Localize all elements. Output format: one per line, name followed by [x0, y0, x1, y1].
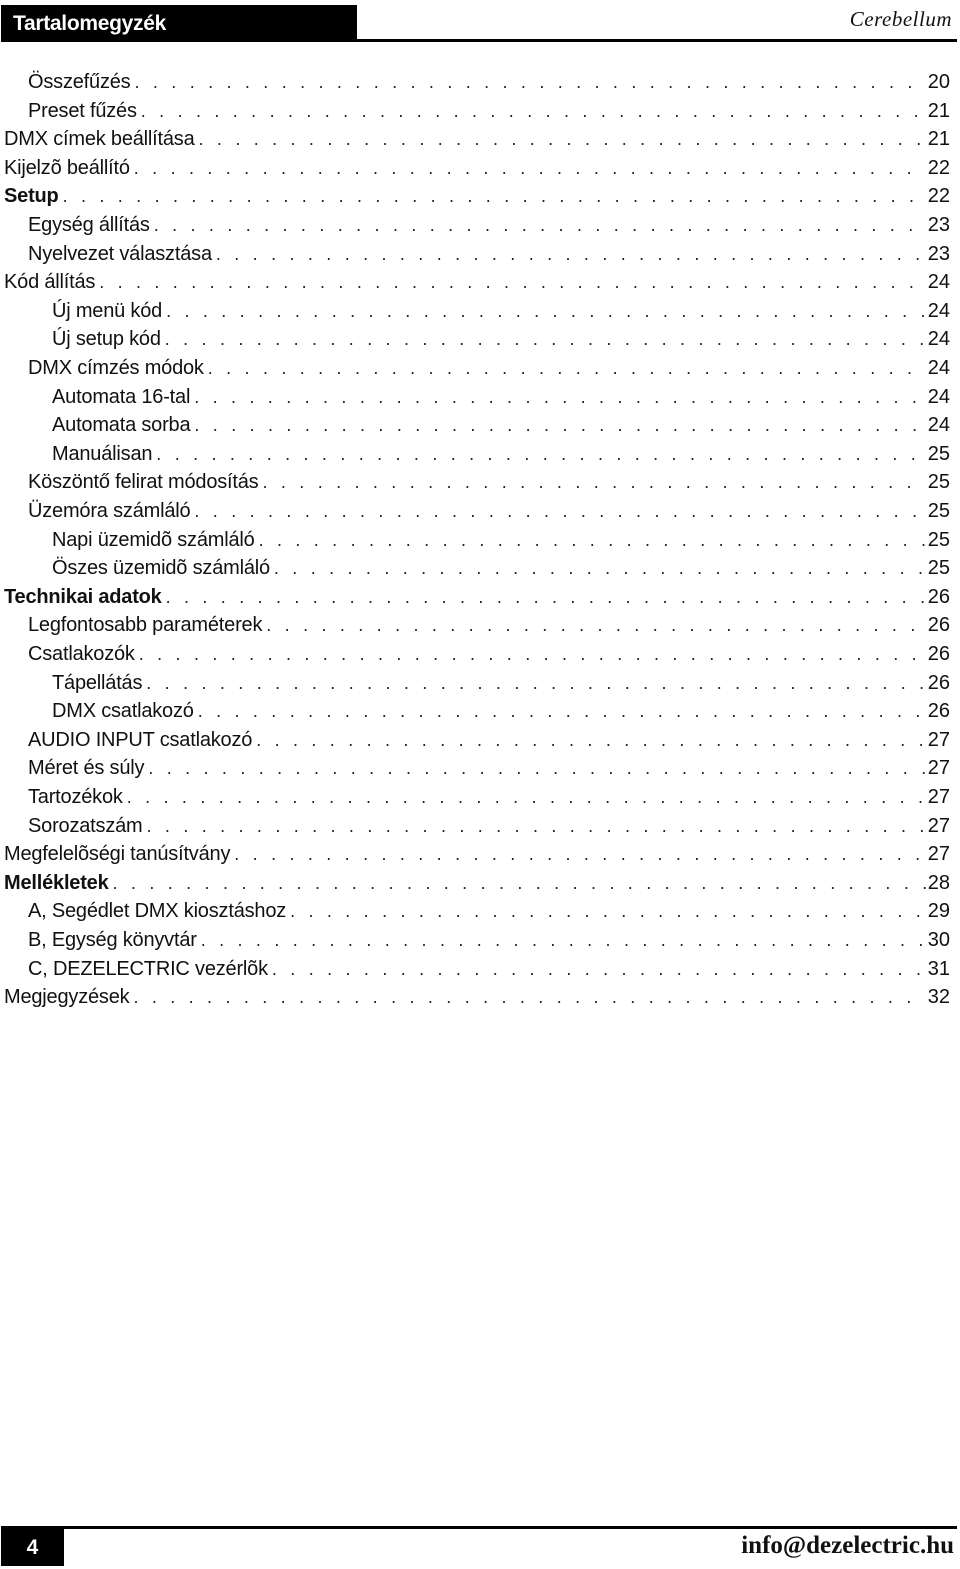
toc-entry-label: Mellékletek	[4, 872, 109, 894]
toc-entry-label: Egység állítás	[28, 214, 150, 236]
dot-leader	[208, 354, 926, 382]
toc-entry-page: 27	[927, 729, 950, 751]
contact-email: info@dezelectric.hu	[741, 1532, 954, 1559]
toc-entry-label: C, DEZELECTRIC vezérlõk	[28, 958, 268, 980]
dot-leader	[194, 383, 926, 411]
toc-entry-label: Megfelelõségi tanúsítvány	[4, 843, 231, 865]
section-title: Tartalomegyzék	[13, 12, 166, 35]
toc-entry-page: 26	[927, 700, 950, 722]
toc-entry[interactable]	[0, 182, 950, 210]
toc-entry-page: 30	[927, 929, 950, 951]
toc-entry-label: Méret és súly	[28, 757, 145, 779]
toc-entry-page: 26	[927, 614, 950, 636]
toc-entry[interactable]	[0, 554, 950, 582]
dot-leader	[274, 554, 926, 582]
section-title-box	[1, 5, 357, 40]
toc-entry[interactable]	[0, 383, 950, 411]
dot-leader	[201, 926, 926, 954]
toc-entry[interactable]	[0, 154, 950, 182]
toc-entry-label: Új menü kód	[52, 300, 163, 322]
toc-entry[interactable]	[0, 955, 950, 983]
toc-entry[interactable]	[0, 669, 950, 697]
toc-entry[interactable]	[0, 97, 950, 125]
dot-leader	[127, 783, 926, 811]
toc-entry-label: Kód állítás	[4, 271, 96, 293]
dot-leader	[198, 697, 926, 725]
toc-entry-page: 25	[927, 529, 950, 551]
toc-entry-label: DMX címek beállítása	[4, 128, 195, 150]
toc-entry-page: 26	[927, 586, 950, 608]
toc-entry[interactable]	[0, 926, 950, 954]
toc-entry-label: Napi üzemidõ számláló	[52, 529, 255, 551]
dot-leader	[165, 325, 926, 353]
toc-entry-page: 24	[927, 328, 950, 350]
toc-entry-label: Köszöntő felirat módosítás	[28, 471, 259, 493]
dot-leader	[148, 754, 925, 782]
toc-entry-page: 21	[927, 128, 950, 150]
toc-entry[interactable]	[0, 240, 950, 268]
dot-leader	[194, 497, 925, 525]
toc-entry[interactable]	[0, 354, 950, 382]
toc-entry[interactable]	[0, 783, 950, 811]
toc-entry[interactable]	[0, 611, 950, 639]
dot-leader	[259, 526, 926, 554]
dot-leader	[272, 955, 926, 983]
dot-leader	[139, 640, 926, 668]
toc-entry-label: Öszes üzemidõ számláló	[52, 557, 270, 579]
toc-entry-page: 25	[927, 471, 950, 493]
toc-entry-label: Automata 16-tal	[52, 386, 191, 408]
toc-entry[interactable]	[0, 468, 950, 496]
dot-leader	[166, 297, 926, 325]
toc-entry[interactable]	[0, 297, 950, 325]
dot-leader	[199, 125, 926, 153]
dot-leader	[290, 897, 926, 925]
dot-leader	[147, 812, 926, 840]
dot-leader	[63, 182, 926, 210]
toc-entry-page: 25	[927, 500, 950, 522]
toc-entry-label: Automata sorba	[52, 414, 191, 436]
toc-entry-page: 23	[927, 243, 950, 265]
toc-entry-label: Setup	[4, 185, 59, 207]
toc-entry-page: 27	[927, 786, 950, 808]
toc-entry-page: 22	[927, 157, 950, 179]
toc-entry[interactable]	[0, 897, 950, 925]
toc-entry-label: Nyelvezet választása	[28, 243, 212, 265]
footer-rule	[1, 1526, 957, 1529]
dot-leader	[216, 240, 926, 268]
toc-entry[interactable]	[0, 325, 950, 353]
toc-entry-page: 20	[927, 71, 950, 93]
toc-entry[interactable]	[0, 869, 950, 897]
toc-entry[interactable]	[0, 440, 950, 468]
toc-entry-page: 21	[927, 100, 950, 122]
toc-entry[interactable]	[0, 697, 950, 725]
toc-entry-page: 24	[927, 357, 950, 379]
toc-entry-page: 23	[927, 214, 950, 236]
toc-entry-page: 25	[927, 443, 950, 465]
toc-entry-label: Manuálisan	[52, 443, 153, 465]
dot-leader	[141, 97, 926, 125]
header-rule	[1, 39, 957, 42]
toc-entry[interactable]	[0, 983, 950, 1011]
dot-leader	[154, 211, 926, 239]
toc-entry-label: Tápellátás	[52, 672, 143, 694]
toc-entry-page: 27	[927, 815, 950, 837]
toc-entry-label: A, Segédlet DMX kiosztáshoz	[28, 900, 287, 922]
toc-entry-label: Preset fűzés	[28, 100, 137, 122]
brand-logo: Cerebellum	[849, 7, 952, 31]
toc-entry[interactable]	[0, 411, 950, 439]
toc-entry-page: 31	[927, 958, 950, 980]
page-header	[0, 5, 960, 42]
toc-entry-label: Kijelzõ beállító	[4, 157, 130, 179]
dot-leader	[134, 68, 925, 96]
toc-entry[interactable]	[0, 726, 950, 754]
toc-entry-label: DMX címzés módok	[28, 357, 204, 379]
dot-leader	[256, 726, 926, 754]
dot-leader	[146, 669, 925, 697]
toc-entry[interactable]	[0, 812, 950, 840]
dot-leader	[234, 840, 925, 868]
toc-entry-page: 25	[927, 557, 950, 579]
dot-leader	[99, 268, 926, 296]
toc-entry[interactable]	[0, 526, 950, 554]
dot-leader	[266, 611, 925, 639]
toc-entry-label: Üzemóra számláló	[28, 500, 191, 522]
toc-entry-page: 29	[927, 900, 950, 922]
dot-leader	[262, 468, 925, 496]
dot-leader	[166, 583, 926, 611]
toc-entry[interactable]	[0, 125, 950, 153]
toc-entry[interactable]	[0, 640, 950, 668]
dot-leader	[156, 440, 925, 468]
toc-entry-page: 24	[927, 271, 950, 293]
toc-entry[interactable]	[0, 840, 950, 868]
page-number: 4	[26, 1536, 39, 1559]
toc-entry[interactable]	[0, 268, 950, 296]
toc-entry[interactable]	[0, 754, 950, 782]
toc-entry-page: 26	[927, 672, 950, 694]
page-footer	[0, 1526, 960, 1566]
toc-entry-page: 27	[927, 843, 950, 865]
dot-leader	[133, 983, 925, 1011]
toc-entry[interactable]	[0, 211, 950, 239]
toc-entry[interactable]	[0, 583, 950, 611]
toc-entry-page: 24	[927, 300, 950, 322]
toc-entry-page: 32	[927, 986, 950, 1008]
toc-entry-page: 24	[927, 414, 950, 436]
page-number-box	[1, 1529, 64, 1566]
toc-entry-label: Technikai adatok	[4, 586, 162, 608]
toc-entry-page: 28	[927, 872, 950, 894]
toc-entry-page: 27	[927, 757, 950, 779]
dot-leader	[134, 154, 926, 182]
toc-entry[interactable]	[0, 68, 950, 96]
toc-entry-page: 24	[927, 386, 950, 408]
toc-entry-label: Legfontosabb paraméterek	[28, 614, 263, 636]
toc-entry-page: 22	[927, 185, 950, 207]
toc-entry-label: Tartozékok	[28, 786, 123, 808]
toc-entry-label: Összefűzés	[28, 71, 131, 93]
toc-entry-label: Új setup kód	[52, 328, 161, 350]
dot-leader	[194, 411, 925, 439]
toc-entry-label: B, Egység könyvtár	[28, 929, 197, 951]
toc-entry-label: AUDIO INPUT csatlakozó	[28, 729, 253, 751]
dot-leader	[113, 869, 926, 897]
toc-entry-label: Csatlakozók	[28, 643, 135, 665]
toc-entry-label: DMX csatlakozó	[52, 700, 194, 722]
toc-entry-page: 26	[927, 643, 950, 665]
toc-entry[interactable]	[0, 497, 950, 525]
toc-entry-label: Sorozatszám	[28, 815, 143, 837]
toc-entry-label: Megjegyzések	[4, 986, 130, 1008]
